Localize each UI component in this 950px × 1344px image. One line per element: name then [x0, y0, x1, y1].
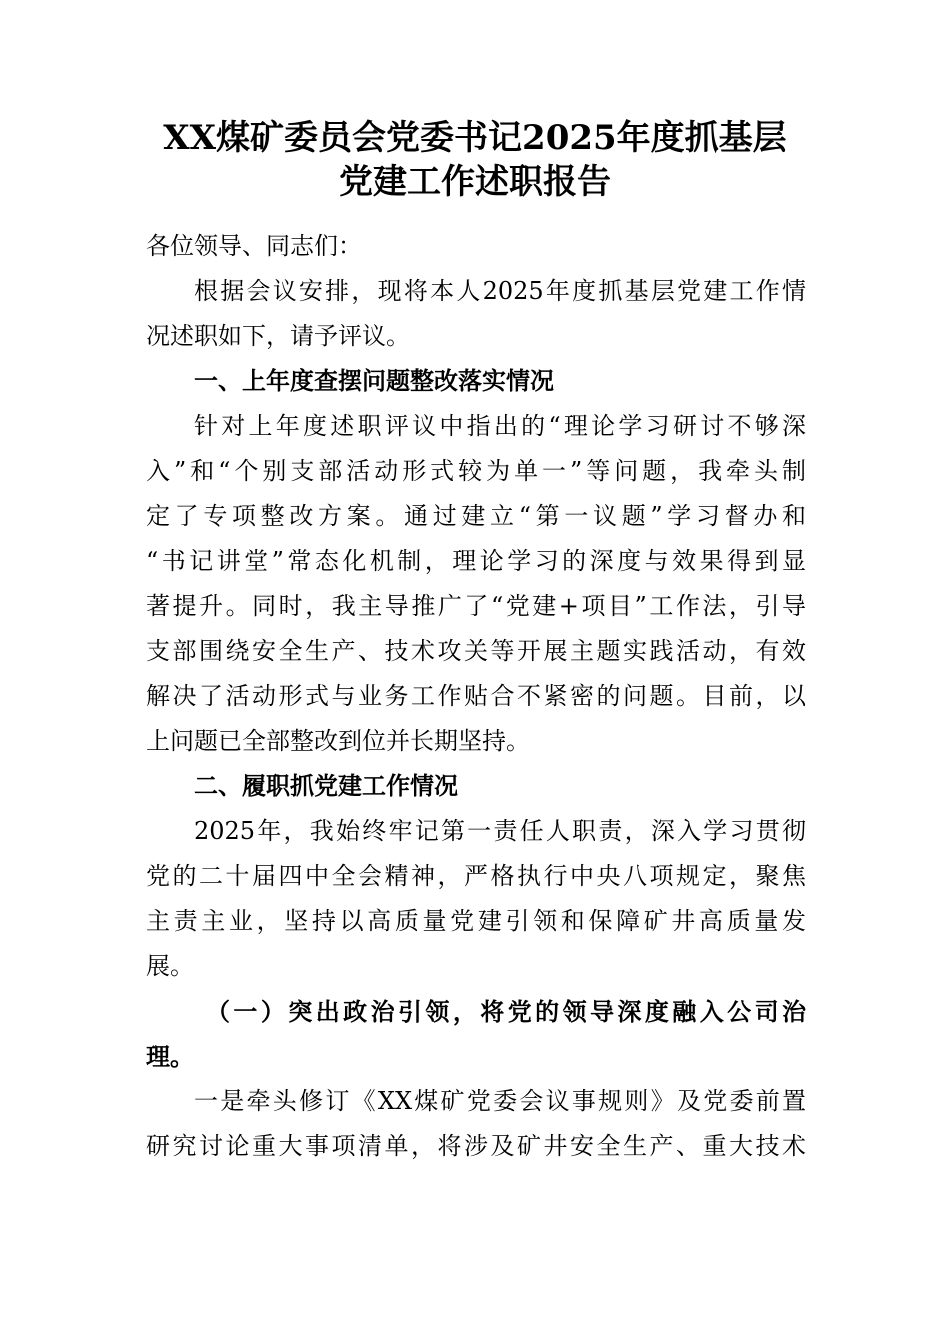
section-1-line: 针对上年度述职评议中指出的“理论学习研讨不够深	[194, 412, 806, 440]
document-body	[146, 224, 806, 1169]
section-1-heading: 一、上年度查摆问题整改落实情况	[194, 367, 554, 395]
section-1-line: 定了专项整改方案。通过建立“第一议题”学习督办和	[146, 502, 806, 530]
subsection-1-line: 一是牵头修订《XX煤矿党委会议事规则》及党委前置	[194, 1087, 806, 1115]
section-2-line: 主责主业，坚持以高质量党建引领和保障矿井高质量发	[146, 907, 806, 935]
subsection-1-heading-line-1: （一）突出政治引领，将党的领导深度融入公司治	[206, 997, 806, 1026]
subsection-1-heading-line-2: 理。	[146, 1042, 194, 1071]
greeting: 各位领导、同志们：	[146, 232, 362, 260]
section-2-line: 2025年，我始终牢记第一责任人职责，深入学习贯彻	[194, 817, 806, 845]
section-2-line: 党的二十届四中全会精神，严格执行中央八项规定，聚焦	[146, 862, 806, 890]
intro-line-2: 况述职如下，请予评议。	[146, 322, 410, 350]
section-1-line: 著提升。同时，我主导推广了“党建+项目”工作法，引导	[146, 592, 806, 620]
section-1-line: 解决了活动形式与业务工作贴合不紧密的问题。目前，以	[146, 682, 806, 710]
section-1-line: 支部围绕安全生产、技术攻关等开展主题实践活动，有效	[146, 637, 806, 665]
section-1-line: 上问题已全部整改到位并长期坚持。	[146, 727, 530, 755]
section-1-line: 入”和“个别支部活动形式较为单一”等问题，我牵头制	[146, 457, 806, 485]
section-2-line: 展。	[146, 952, 194, 980]
document-title-line-1: XX煤矿委员会党委书记2025年度抓基层	[163, 118, 787, 158]
subsection-1-line: 研究讨论重大事项清单，将涉及矿井安全生产、重大技术	[146, 1132, 806, 1160]
document-title-line-2: 党建工作述职报告	[339, 162, 611, 202]
section-2-heading: 二、履职抓党建工作情况	[194, 772, 458, 800]
intro-line-1: 根据会议安排，现将本人2025年度抓基层党建工作情	[194, 277, 806, 305]
section-1-line: “书记讲堂”常态化机制，理论学习的深度与效果得到显	[146, 547, 806, 575]
